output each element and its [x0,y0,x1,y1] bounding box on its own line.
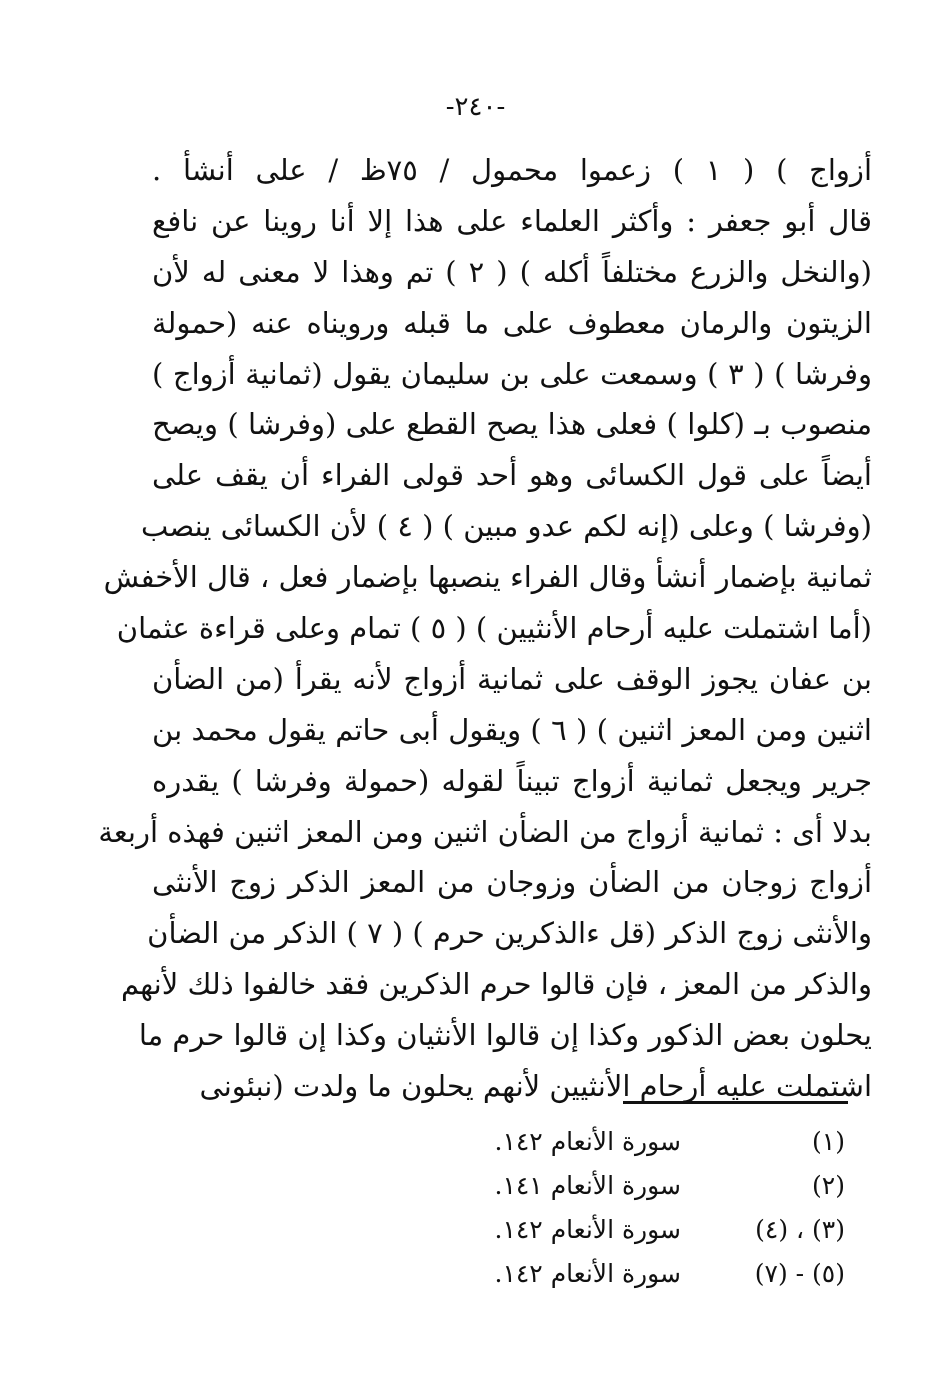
footnote [480,1252,845,1296]
text-line: الزيتون والرمان معطوف على ما قبله ورويناه عنه (حمولة [152,305,872,340]
text-line: منصوب بـ (كلوا ) فعلى هذا يصح القطع على (وفرشا ) ويصح [152,407,872,442]
footnote [480,1120,845,1164]
text-line: جرير ويجعل ثمانية أزواج تبيناً لقوله (حمولة وفرشا ) يقدره [152,763,872,798]
footnote-text: سورة الأنعام ١٤٢. [494,1127,681,1156]
footnote-number: (٢) [812,1171,845,1200]
text-line: قال أبو جعفر : وأكثر العلماء على هذا إلا أنا روينا عن نافع [152,203,872,238]
footnote-divider [623,1101,848,1104]
text-line: اشتملت عليه أرحام الأنثيين لأنهم يحلون ما ولدت (نبئونى [199,1069,872,1104]
text-line: أزواج ) ( ١ ) زعموا محمول / ٧٥ظ / على أنشأ . [152,153,872,187]
footnote [480,1164,845,1208]
footnote-text: سورة الأنعام ١٤٢. [494,1215,681,1244]
text-line: يحلون بعض الذكور وكذا إن قالوا الأنثيان وكذا إن قالوا حرم ما [138,1018,872,1053]
footnote-number: (٣) ، (٤) [755,1215,845,1244]
text-line: (وفرشا ) وعلى (إنه لكم عدو مبين ) ( ٤ ) لأن الكسائى ينصب [141,509,872,544]
footnote [480,1208,845,1252]
footnote-text: سورة الأنعام ١٤١. [494,1171,681,1200]
text-line: بن عفان يجوز الوقف على ثمانية أزواج لأنه يقرأ (من الضأن [152,661,872,696]
text-line: وفرشا ) ( ٣ ) وسمعت على بن سليمان يقول (ثمانية أزواج ) [152,356,872,391]
footnotes [480,1120,845,1296]
text-line: اثنين ومن المعز اثنين ) ( ٦ ) ويقول أبى حاتم يقول محمد بن [152,712,872,747]
body-text [98,145,872,1112]
footnote-number: (٥) - (٧) [754,1259,845,1288]
text-line: أزواج زوجان من الضأن وزوجان من المعز الذكر زوج الأنثى [152,865,872,900]
footnote-number: (١) [812,1127,845,1156]
page-number: -٢٤٠- [445,92,506,122]
text-line: بدلا أى : ثمانية أزواج من الضأن اثنين ومن المعز اثنين فهذه أربعة [98,814,872,849]
text-line: (والنخل والزرع مختلفاً أكله ) ( ٢ ) تم وهذا لا معنى له لأن [152,254,872,289]
footnote-text: سورة الأنعام ١٤٢. [494,1259,681,1288]
text-line: (أما اشتملت عليه أرحام الأنثيين ) ( ٥ ) تمام وعلى قراءة عثمان [116,611,872,646]
text-line: والأنثى زوج الذكر (قل ءالذكرين حرم ) ( ٧ ) الذكر من الضأن [147,916,872,951]
text-line: والذكر من المعز ، فإن قالوا حرم الذكرين فقد خالفوا ذلك لأنهم [121,967,872,1002]
text-line: ثمانية بإضمار أنشأ وقال الفراء ينصبها بإضمار فعل ، قال الأخفش [103,560,872,595]
text-line: أيضاً على قول الكسائى وهو أحد قولى الفراء أن يقف على [152,458,872,493]
